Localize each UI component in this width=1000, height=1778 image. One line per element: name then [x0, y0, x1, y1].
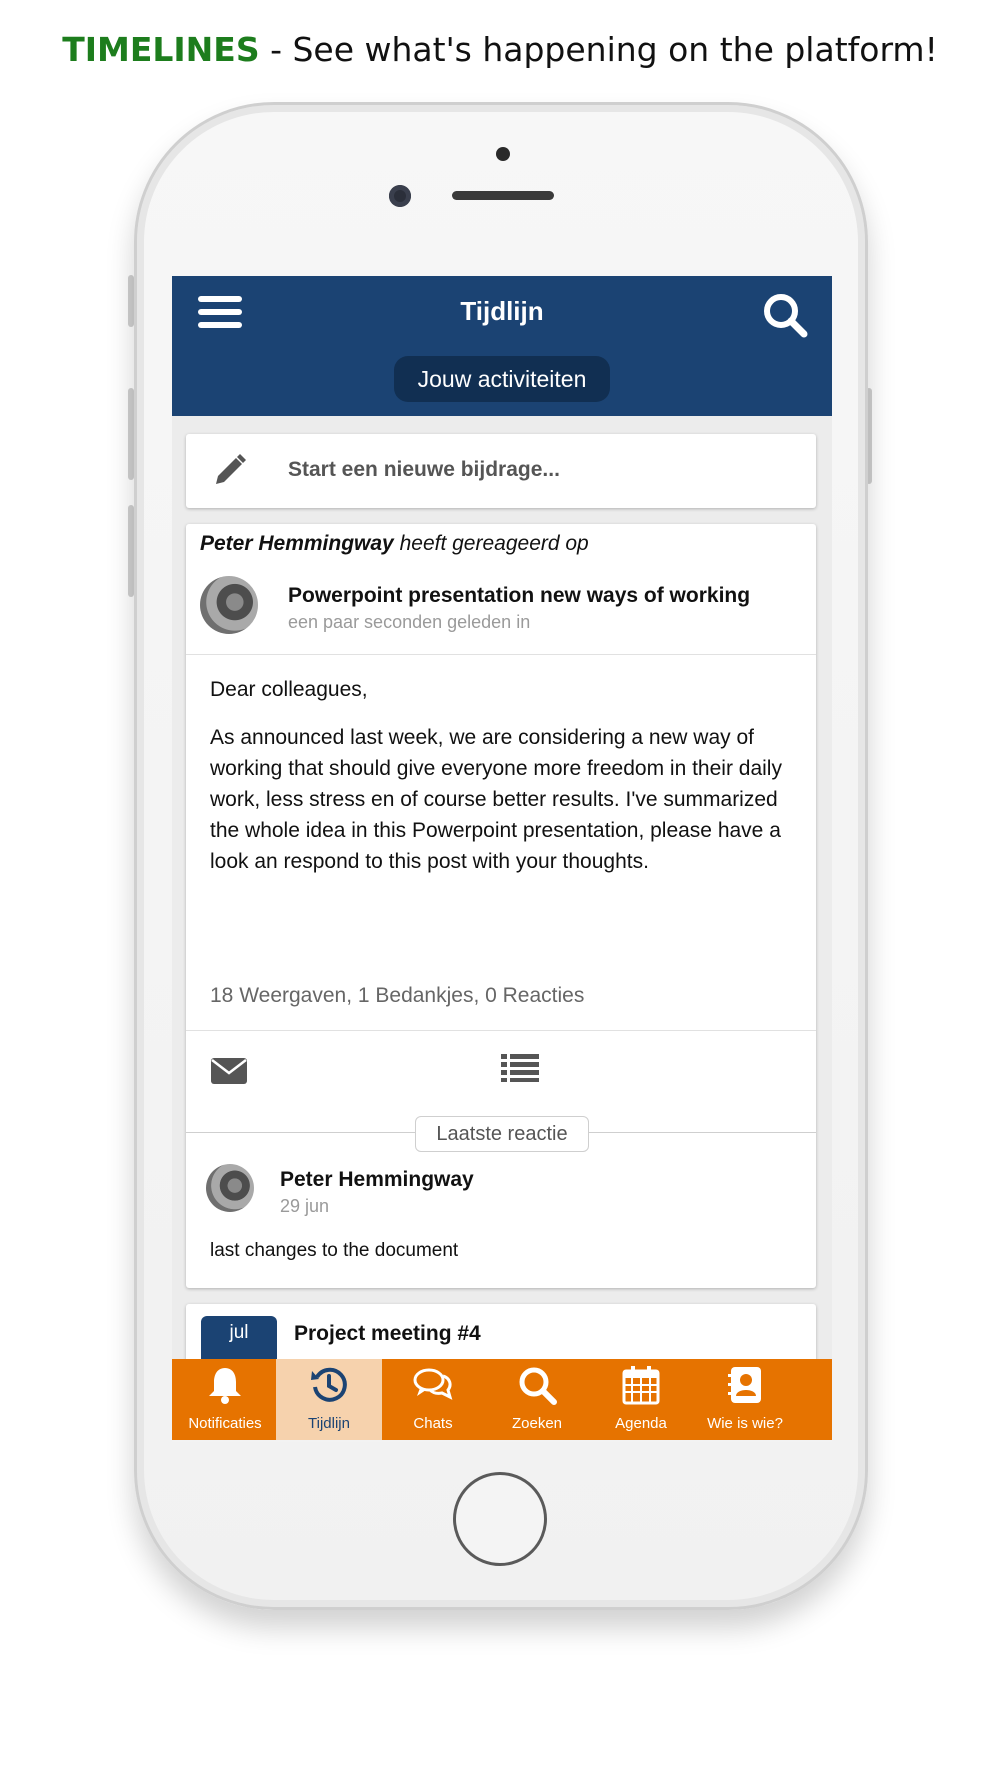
headline-brand: TIMELINES — [62, 30, 260, 69]
tab-label: Wie is wie? — [707, 1415, 783, 1432]
contacts-icon — [725, 1365, 765, 1405]
reply-author[interactable]: Peter Hemmingway — [280, 1168, 474, 1191]
post-greeting: Dear colleagues, — [210, 678, 368, 701]
home-button[interactable] — [453, 1472, 547, 1566]
new-post-label: Start een nieuwe bijdrage... — [288, 458, 560, 481]
post-stats: 18 Weergaven, 1 Bedankjes, 0 Reacties — [210, 984, 585, 1007]
actor-name[interactable]: Peter Hemmingway — [200, 532, 394, 555]
search-icon[interactable] — [760, 290, 810, 340]
tab-label: Chats — [413, 1415, 453, 1432]
tab-notificaties[interactable] — [172, 1359, 278, 1440]
reply-text: last changes to the document — [210, 1240, 459, 1261]
page-headline — [0, 30, 1000, 69]
tab-tijdlijn[interactable] — [276, 1359, 382, 1440]
tab-label: Notificaties — [188, 1415, 262, 1432]
calendar-icon — [621, 1365, 661, 1405]
history-icon — [309, 1365, 349, 1405]
list-icon[interactable] — [501, 1052, 539, 1082]
chat-icon — [413, 1365, 453, 1405]
activity-filter-button[interactable]: Jouw activiteiten — [394, 356, 610, 402]
tab-wie-is-wie[interactable] — [692, 1359, 798, 1440]
phone-speaker — [452, 191, 554, 200]
post-actor — [200, 532, 589, 556]
avatar[interactable] — [200, 576, 258, 634]
app-screen — [172, 276, 832, 1442]
search-icon — [517, 1365, 557, 1405]
app-header — [172, 276, 832, 416]
actor-action: heeft gereageerd op — [393, 532, 589, 555]
tab-agenda[interactable] — [588, 1359, 694, 1440]
tab-label: Agenda — [615, 1415, 667, 1432]
tab-label: Zoeken — [511, 1415, 563, 1432]
page-title: Tijdlijn — [460, 296, 544, 326]
timeline-post-card — [186, 524, 816, 1288]
headline-text: - See what's happening on the platform! — [259, 30, 938, 69]
tab-label: Tijdlijn — [308, 1415, 350, 1432]
divider — [186, 654, 816, 655]
phone-sensor — [496, 147, 510, 161]
reply-avatar[interactable] — [206, 1164, 254, 1212]
bell-icon — [205, 1365, 245, 1405]
phone-camera — [389, 185, 411, 207]
event-month-badge: jul — [201, 1316, 277, 1376]
latest-reply-label: Laatste reactie — [415, 1116, 589, 1152]
post-body: As announced last week, we are considering a new way of working that should give everyone more freedom in their daily work, less stress en of course better results. I've summarized the whole idea in this Powerpoint presentation, please have a look an respond to this post with your thoughts. — [210, 726, 782, 873]
event-title[interactable]: Project meeting #4 — [294, 1322, 481, 1345]
reply-date: 29 jun — [280, 1196, 330, 1216]
bottom-navigation — [172, 1359, 832, 1442]
envelope-icon[interactable] — [210, 1056, 248, 1086]
tab-zoeken[interactable] — [484, 1359, 590, 1440]
post-title[interactable]: Powerpoint presentation new ways of working — [288, 584, 751, 607]
divider — [186, 1030, 816, 1031]
post-timestamp: een paar seconden geleden in — [288, 612, 531, 632]
new-post-composer[interactable] — [186, 434, 816, 508]
tab-chats[interactable] — [380, 1359, 486, 1440]
pencil-icon — [212, 452, 248, 488]
